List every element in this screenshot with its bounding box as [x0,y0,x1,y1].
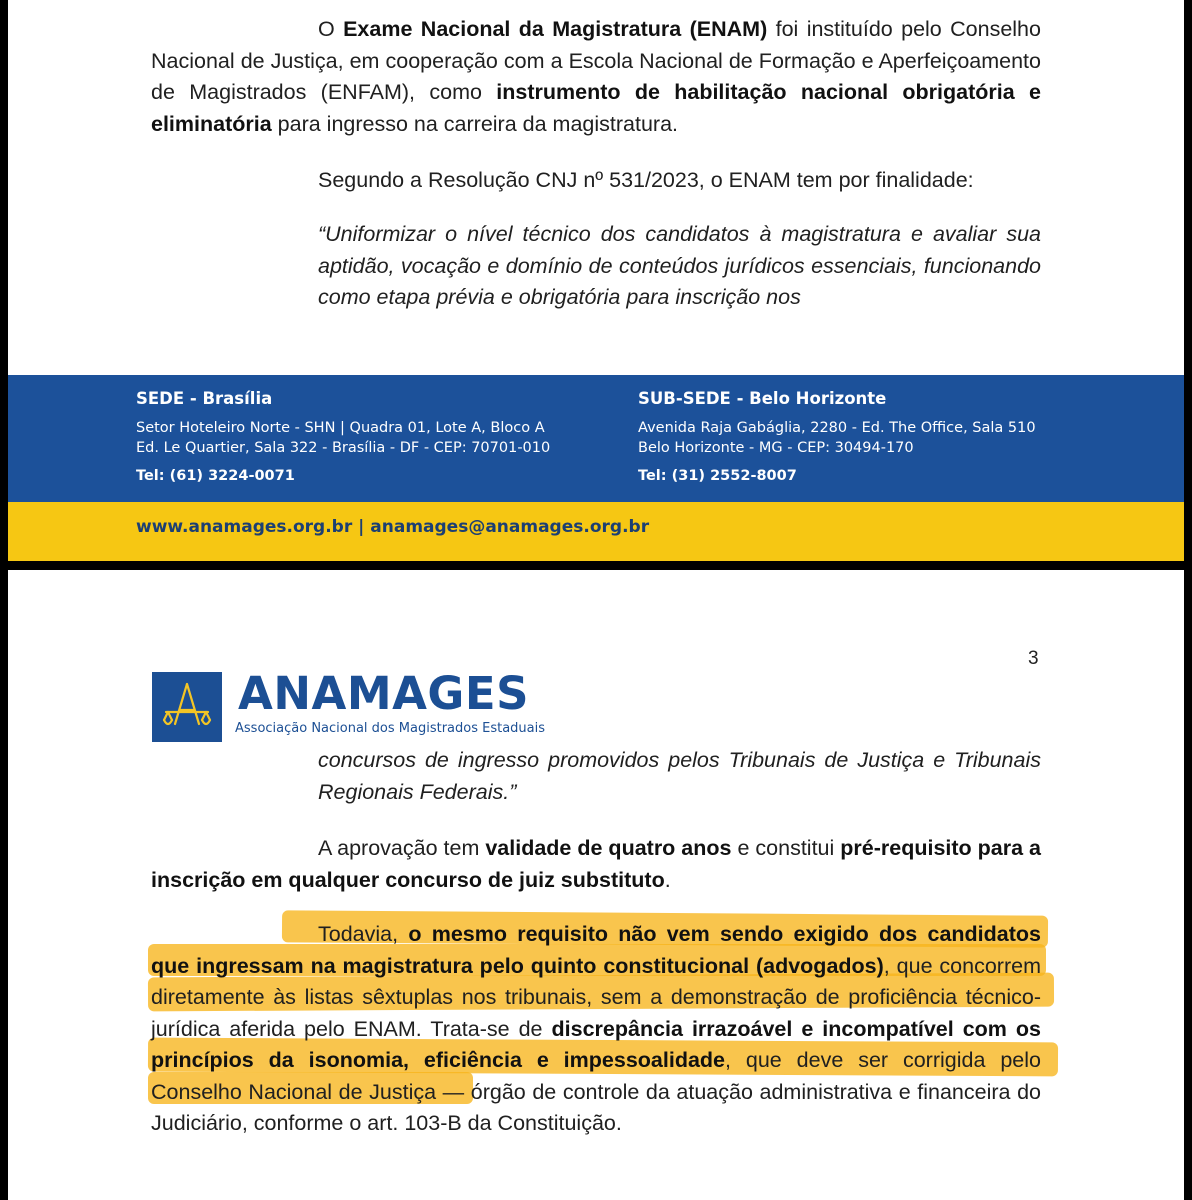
footer-subsede-address-2: Belo Horizonte - MG - CEP: 30494-170 [638,440,914,456]
paragraph-enam-intro: O Exame Nacional da Magistratura (ENAM) foi instituído pelo Conselho Nacional de Justiça, em cooperação com a Escola Nacional de Formação e Aperfeiçoamento de Magistrados (ENFAM), como instrumento de habilitação nacional obrigatória e eliminatória para ingresso na carreira da magistratura. [151,17,1041,136]
paragraph-validade: A aprovação tem validade de quatro anos e constitui pré-requisito para a inscrição em qualquer concurso de juiz substituto. [151,836,1041,892]
footer-sede-phone: Tel: (61) 3224-0071 [136,468,295,484]
footer-subsede-phone: Tel: (31) 2552-8007 [638,468,797,484]
footer-subsede-address-1: Avenida Raja Gabáglia, 2280 - Ed. The Office, Sala 510 [638,420,1036,436]
document-page-1 [8,0,1184,561]
page-number: 3 [1028,648,1039,669]
scales-of-justice-logo-icon [152,672,222,742]
document-page-2 [8,570,1184,1200]
footer-sede-address-1: Setor Hoteleiro Norte - SHN | Quadra 01, Lote A, Bloco A [136,420,545,436]
footer-sede-address-2: Ed. Le Quartier, Sala 322 - Brasília - DF - CEP: 70701-010 [136,440,551,456]
paragraph-todavia: Todavia, o mesmo requisito não vem sendo exigido dos candidatos que ingressam na magistratura pelo quinto constitucional (advogados), que concorrem diretamente às listas sêxtuplas nos tribunais, sem a demonstração de proficiência técnico-jurídica aferida pelo ENAM. Trata-se de discrepância irrazoável e incompatível com os princípios da isonomia, eficiência e impessoalidade, que deve ser corrigida pelo Conselho Nacional de Justiça — órgão de controle da atuação administrativa e financeira do Judiciário, conforme o art. 103-B da Constituição. [151,922,1041,1135]
quote-end: concursos de ingresso promovidos pelos Tribunais de Justiça e Tribunais Regionais Federais.” [318,748,1041,804]
footer-subsede-title: SUB-SEDE - Belo Horizonte [638,389,887,408]
logo-subtitle: Associação Nacional dos Magistrados Estaduais [235,721,546,736]
logo-wordmark: ANAMAGES [238,667,530,720]
footer-blue-band [8,375,1184,502]
paragraph-resolucao: Segundo a Resolução CNJ nº 531/2023, o ENAM tem por finalidade: [318,168,974,192]
footer-yellow-band [8,502,1184,561]
footer-sede-title: SEDE - Brasília [136,389,273,408]
footer-website-email[interactable]: www.anamages.org.br | anamages@anamages.org.br [136,517,650,537]
quote-start: “Uniformizar o nível técnico dos candidatos à magistratura e avaliar sua aptidão, vocação e domínio de conteúdos jurídicos essenciais, funcionando como etapa prévia e obrigatória para inscrição nos [318,222,1041,309]
